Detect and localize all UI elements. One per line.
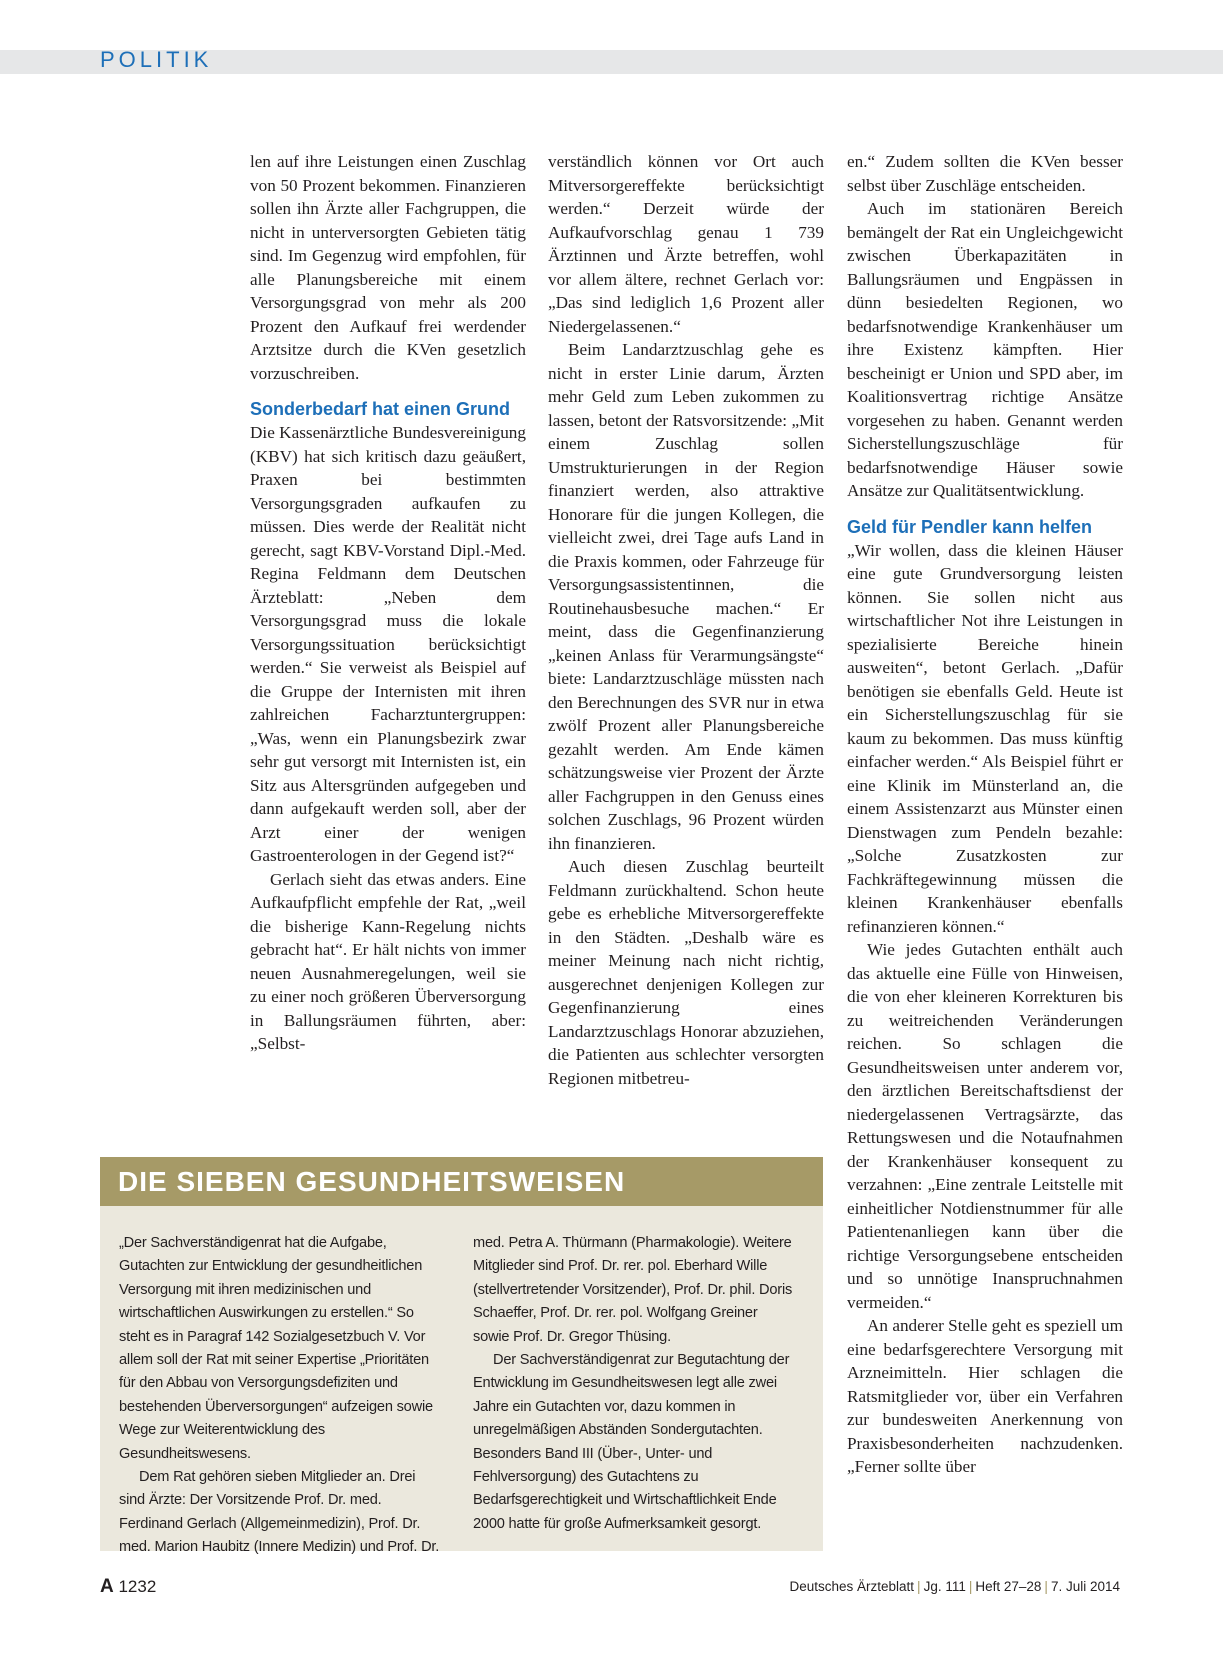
paragraph: An anderer Stelle geht es speziell um eine bedarfsgerechtere Versorgung mit Arzneimitteln. Hier schlagen die Ratsmitglieder vor, über ein Verfahren zur bundesweiten Anerkennung von Praxisbesonderheiten nachzudenken. „Ferner sollte über bbox=[847, 1316, 1123, 1476]
paragraph: en.“ Zudem sollten die KVen besser selbst über Zuschläge entscheiden. bbox=[847, 152, 1123, 195]
paragraph: Auch diesen Zuschlag beurteilt Feldmann zurückhaltend. Schon heute gebe es erhebliche Mitversorgereffekte in den Städten. „Deshalb wäre es meiner Meinung nach nicht richtig, ausgerechnet denjenigen Kollegen zur Gegenfinanzierung eines Landarztzuschlags Honorar abzuziehen, die Patienten aus schlechter versorgten Regionen mitbetreu- bbox=[548, 857, 824, 1088]
journal-citation bbox=[789, 1579, 1120, 1594]
paragraph: Die Kassenärztliche Bundesvereinigung (KBV) hat sich kritisch dazu geäußert, Praxen bei bestimmten Versorgungsgraden aufkaufen zu müssen. Dies werde der Realität nicht gerecht, sagt KBV-Vorstand Dipl.-Med. Regina Feldmann dem Deutschen Ärzteblatt: „Neben dem Versorgungsgrad muss die lokale Versorgungssituation berücksichtigt werden.“ Sie verweist als Beispiel auf die Gruppe der Internisten mit ihren zahlreichen Facharztuntergruppen: „Was, wenn ein Planungsbezirk zwar sehr gut versorgt mit Internisten ist, ein Sitz aus Altersgründen aufgegeben und dann aufgekauft werden soll, aber der Arzt einer der wenigen Gastroenterologen in der Gegend ist?“ bbox=[250, 423, 526, 865]
paragraph: verständlich können vor Ort auch Mitversorgereffekte berücksichtigt werden.“ Derzeit würde der Aufkaufvorschlag genau 1 739 Ärztinnen und Ärzte betreffen, wohl vor allem ältere, rechnet Gerlach vor: „Das sind lediglich 1,6 Prozent aller Niedergelassenen.“ bbox=[548, 152, 824, 336]
section-label: POLITIK bbox=[100, 47, 213, 72]
paragraph: Der Sachverständigenrat zur Begutachtung der Entwicklung im Gesundheitswesen legt alle zwei Jahre ein Gutachten vor, dazu kommen in unregelmäßigen Abständen Sondergutachten. Besonders Band III (Über-, Unter- und Fehlversorgung) des Gutachtens zu Bedarfsgerechtigkeit und Wirtschaftlichkeit Ende 2000 hatte für große Aufmerksamkeit gesorgt. bbox=[473, 1352, 790, 1532]
page-prefix: A bbox=[100, 1576, 114, 1597]
paragraph: „Der Sachverständigenrat hat die Aufgabe, Gutachten zur Entwicklung der gesundheitlichen Versorgung mit ihren medizinischen und wirtschaftlichen Auswirkungen zu erstellen.“ So steht es in Paragraf 142 Sozialgesetzbuch V. Vor allem soll der Rat mit seiner Expertise „Prioritäten für den Abbau von Versorgungsdefiziten und bestehenden Überversorgungen“ aufzeigen sowie Wege zur Weiterentwicklung des Gesundheitswesens. bbox=[119, 1235, 433, 1462]
journal-date: 7. Juli 2014 bbox=[1050, 1579, 1120, 1594]
info-box-column-1 bbox=[119, 1232, 441, 1560]
article-column-3 bbox=[847, 150, 1123, 1479]
info-box bbox=[100, 1157, 823, 1556]
paragraph: Beim Landarztzuschlag gehe es nicht in erster Linie darum, Ärzten mehr Geld zum Leben zukommen zu lassen, betont der Ratsvorsitzende: „Mit einem Zuschlag sollen Umstrukturierungen in der Region finanziert werden, also attraktive Honorare für die jungen Kollegen, die vielleicht zwei, drei Tage aufs Land in die Praxis kommen, oder Fahrzeuge für Versorgungsassistentinnen, die Routinehausbesuche machen.“ Er meint, dass die Gegenfinanzierung „keinen Anlass für Verarmungsängste“ biete: Landarztzuschläge müssten nach den Berechnungen des SVR nur in etwa zwölf Prozent aller Planungsbereiche gezahlt werden. Am Ende kämen schätzungsweise vier Prozent der Ärzte aller Fachgruppen in den Genuss eines solchen Zuschlags, 96 Prozent würden ihn finanzieren. bbox=[548, 340, 824, 853]
divider: | bbox=[968, 1579, 973, 1594]
paragraph: Auch im stationären Bereich bemängelt der Rat ein Ungleichgewicht zwischen Überkapazitäten in Ballungsräumen und Engpässen in dünn besiedelten Regionen, wo bedarfsnotwendige Krankenhäuser um ihre Existenz kämpften. Hier bescheinigt er Union und SPD aber, im Koalitionsvertrag richtige Ansätze vorgesehen zu haben. Genannt werden Sicherstellungszuschläge für bedarfsnotwendige Häuser sowie Ansätze zur Qualitätsentwicklung. bbox=[847, 199, 1123, 500]
divider: | bbox=[917, 1579, 921, 1594]
journal-issue: Heft 27–28 bbox=[975, 1579, 1042, 1594]
paragraph: „Wir wollen, dass die kleinen Häuser eine gute Grundversorgung leisten können. Sie sollen nicht aus wirtschaftlicher Not ihre Leistungen in spezialisierte Bereiche hinein ausweiten“, betont Gerlach. „Dafür benötigen sie ebenfalls Geld. Heute ist ein Sicherstellungszuschlag für sie kaum zu bekommen. Das muss künftig einfacher werden.“ Als Beispiel führt er eine Klinik im Münsterland an, die einem Assistenzarzt aus Münster einen Dienstwagen zum Pendeln bezahle: „Solche Zusatzkosten zur Fachkräftegewinnung müssen die kleinen Krankenhäuser ebenfalls refinanzieren können.“ bbox=[847, 540, 1123, 936]
paragraph: Dem Rat gehören sieben Mitglieder an. Drei sind Ärzte: Der Vorsitzende Prof. Dr. med. Ferdinand Gerlach (Allgemeinmedizin), Prof. Dr. med. Marion Haubitz (Innere Medizin) und Prof. Dr. bbox=[119, 1469, 440, 1556]
paragraph: Gerlach sieht das etwas anders. Eine Aufkaufpflicht empfehle der Rat, „weil die bisherige Kann-Regelung nichts gebracht hat“. Er hält nichts von immer neuen Ausnahmeregelungen, weil sie zu einer noch größeren Überversorgung in Ballungsräumen führten, aber: „Selbst- bbox=[250, 869, 526, 1053]
subheading: Geld für Pendler kann helfen bbox=[847, 516, 1093, 537]
page-number-value: 1232 bbox=[118, 1577, 157, 1596]
paragraph: len auf ihre Leistungen einen Zuschlag von 50 Prozent bekommen. Finanzieren sollen ihn Ärzte aller Fachgruppen, die nicht in unterversorgten Gebieten tätig sind. Im Gegenzug wird empfohlen, für alle Planungsbereiche mit einem Versorgungsgrad von mehr als 200 Prozent den Aufkauf frei werdender Arztsitze durch die KVen gesetzlich vorzuschreiben. bbox=[250, 152, 526, 383]
divider: | bbox=[1044, 1579, 1048, 1594]
journal-name: Deutsches Ärzteblatt bbox=[789, 1579, 915, 1594]
info-box-title: DIE SIEBEN GESUNDHEITSWEISEN bbox=[100, 1157, 823, 1206]
subheading: Sonderbedarf hat einen Grund bbox=[250, 399, 511, 419]
info-box-column-2 bbox=[473, 1232, 795, 1536]
article-column-1 bbox=[250, 150, 526, 1056]
paragraph: Wie jedes Gutachten enthält auch das aktuelle eine Fülle von Hinweisen, die von eher kleineren Korrekturen bis zu weitreichenden Veränderungen reichen. So schlagen die Gesundheitsweisen unter anderem vor, den ärztlichen Bereitschaftsdienst der niedergelassenen Vertragsärzte, das Rettungswesen und die Notaufnahmen der Krankenhäuser konsequent zu verzahnen: „Eine zentrale Leitstelle mit einheitlicher Notdienstnummer für alle Patientenanliegen kann über die richtige Versorgungsebene entscheiden und so unnötige Inanspruchnahmen vermeiden.“ bbox=[847, 940, 1123, 1312]
page-number bbox=[100, 1576, 156, 1598]
article-column-2 bbox=[548, 150, 824, 1090]
journal-volume: Jg. 111 bbox=[923, 1579, 966, 1594]
paragraph: med. Petra A. Thürmann (Pharmakologie). Weitere Mitglieder sind Prof. Dr. rer. pol. Eberhard Wille (stellvertretender Vorsitzender), Prof. Dr. phil. Doris Schaeffer, Prof. Dr. rer. pol. Wolfgang Greiner sowie Prof. Dr. Gregor Thüsing. bbox=[473, 1235, 793, 1345]
